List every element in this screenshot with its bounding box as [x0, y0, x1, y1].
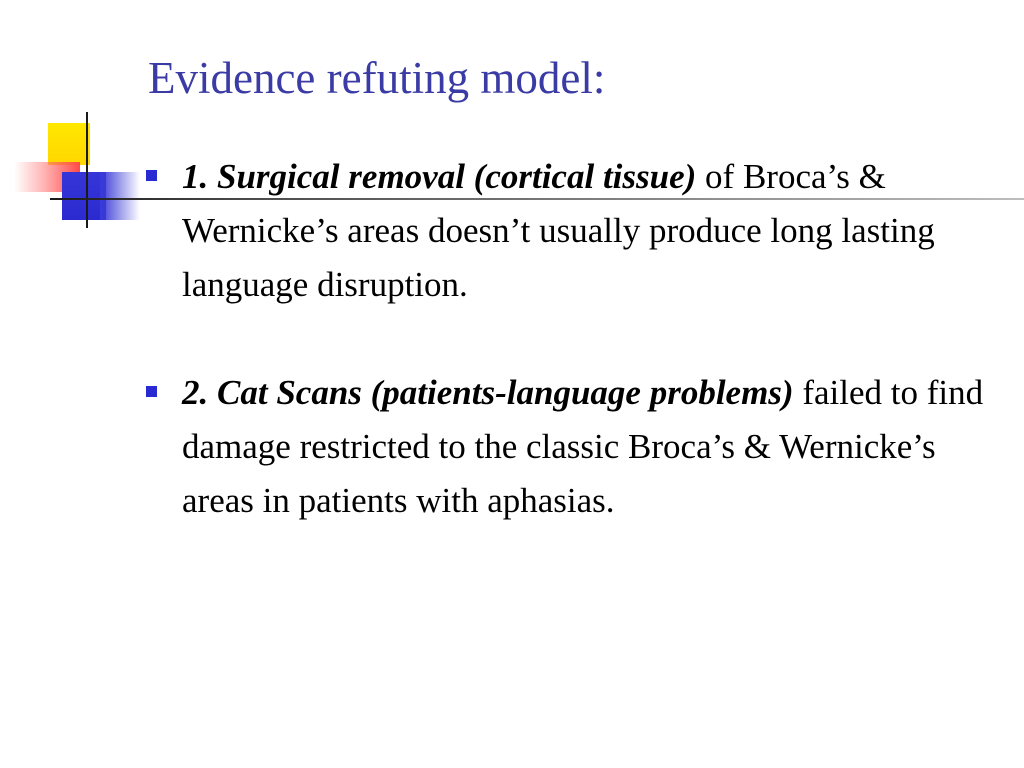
bullet-item-2	[144, 366, 1004, 528]
bullet-list	[144, 150, 1004, 528]
bullet-square-icon	[146, 386, 157, 397]
bullet-body-text: failed to find damage restricted to the classic Broca’s & Wernicke’s areas in patients with aphasias.	[182, 373, 984, 520]
bullet-lead-text: 2. Cat Scans (patients-language problems)	[182, 373, 794, 412]
vertical-rule	[86, 112, 88, 228]
decorative-logo	[0, 0, 160, 240]
slide-title: Evidence refuting model:	[148, 53, 606, 103]
bullet-square-icon	[146, 170, 157, 181]
blue-gradient-fade	[100, 172, 140, 220]
yellow-square	[48, 123, 90, 165]
bullet-lead-text: 1. Surgical removal (cortical tissue)	[182, 157, 697, 196]
bullet-body-text: of Broca’s & Wernicke’s areas doesn’t usually produce long lasting language disruption.	[182, 157, 935, 304]
bullet-item-1	[144, 150, 1004, 312]
